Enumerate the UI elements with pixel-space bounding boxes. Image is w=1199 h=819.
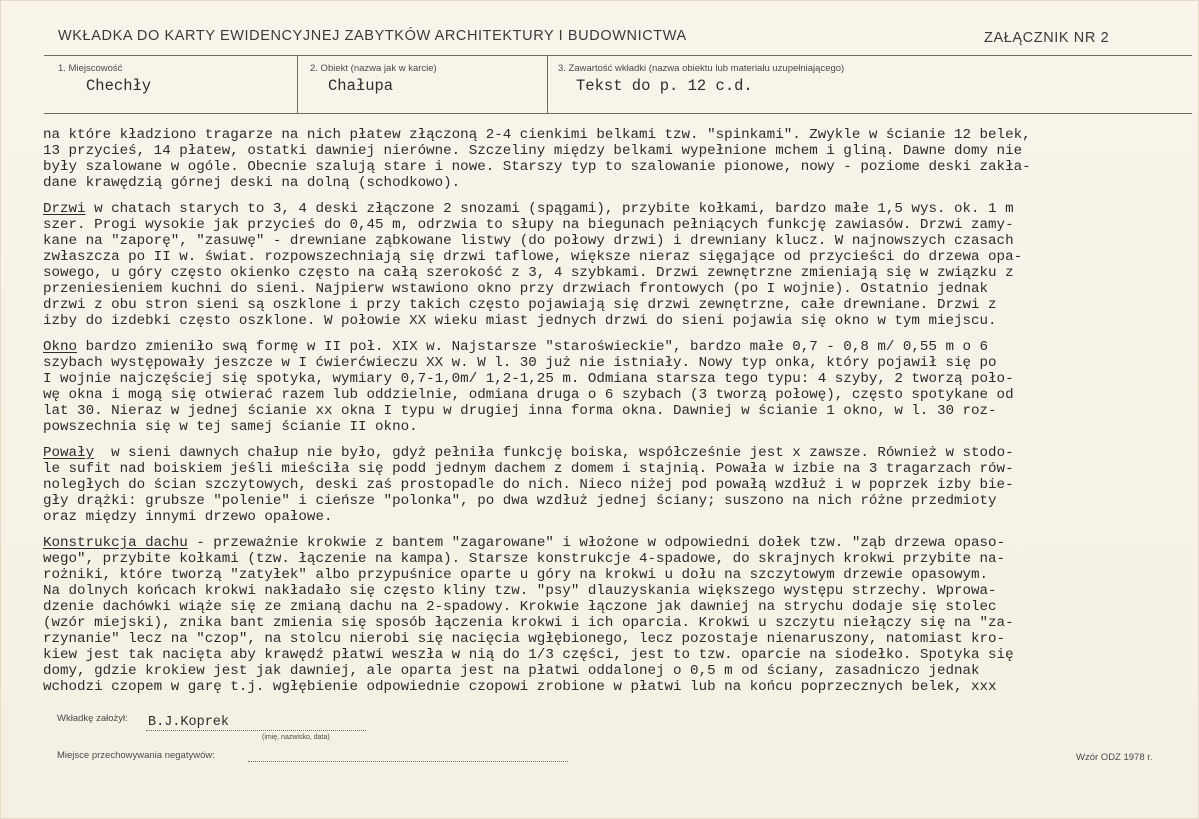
author-value: B.J.Koprek <box>148 715 230 730</box>
section-heading: Drzwi <box>43 201 86 217</box>
text-line <box>43 535 1193 551</box>
line-text: bardzo zmieniło swą formę w II poł. XIX w. Najstarsze "staroświeckie", bardzo małe 0,7 - 0,8 m/ 0,55 m o 6 <box>77 339 989 355</box>
object-label: 2. Obiekt (nazwa jak w karcie) <box>310 63 437 74</box>
storage-line <box>248 761 568 762</box>
line-text: wchodzi czopem w garę t.j. wgłębienie odpowiednie czopowi zrobione w płatwi lub na końcu poprzecznych belek, xxx <box>43 679 997 695</box>
content-value: Tekst do p. 12 c.d. <box>576 77 753 95</box>
text-line <box>43 201 1193 217</box>
line-text: rożniki, które tworzą "zatyłek" albo przypuśnice oparte u góry na krokwi u dołu na szczytowym drzewie opasowym. <box>43 567 989 583</box>
paragraph <box>43 445 1193 525</box>
text-line <box>43 419 1193 435</box>
text-line <box>43 583 1193 599</box>
field-divider-2 <box>547 55 548 113</box>
line-text: wę okna i mogą się otwierać razem lub oddzielnie, odmiana druga o 6 szybach (3 tworzą połowę), często spotykane od <box>43 387 1014 403</box>
line-text: le sufit nad boiskiem jeśli mieściła się podd jednym dachem z domem i stajnią. Powała w izbie na 3 tragarzach rów- <box>43 461 1014 477</box>
text-line <box>43 371 1193 387</box>
line-text: gły drążki: grubsze "polenie" i cieńsze "polonka", po dwa wzdłuż jednej ściany; suszono na nich różne przedmioty <box>43 493 997 509</box>
author-label: Wkładkę założył: <box>57 713 128 724</box>
place-label: 1. Miejscowość <box>58 63 123 74</box>
line-text: szybach występowały jeszcze w I ćwierćwieczu XX w. W l. 30 już nie istniały. Nowy typ onka, który pojawił się po <box>43 355 997 371</box>
storage-label: Miejsce przechowywania negatywów: <box>57 750 215 761</box>
text-line <box>43 175 1193 191</box>
text-line <box>43 143 1193 159</box>
text-line <box>43 461 1193 477</box>
line-text: szer. Progi wysokie jak przycieś do 0,45 m, odrzwia to słupy na biegunach pełniących funkcję zawiasów. Drzwi zamy- <box>43 217 1014 233</box>
line-text: w chatach starych to 3, 4 deski złączone 2 snozami (spągami), przybite kołkami, bardzo małe 1,5 wys. ok. 1 m <box>85 201 1014 217</box>
object-value: Chałupa <box>328 77 394 95</box>
line-text: 13 przycieś, 14 płatew, ostatki dawniej nierówne. Szczeliny między belkami wypełnione mchem i gliną. Dawne domy nie <box>43 143 1023 159</box>
author-signature-line <box>146 730 366 731</box>
card-title: WKŁADKA DO KARTY EWIDENCYJNEJ ZABYTKÓW ARCHITEKTURY I BUDOWNICTWA <box>58 28 687 44</box>
line-text: rzynanie" lecz na "czop", na stolcu nierobi się nacięcia wgłębionego, lecz pozostaje nienaruszony, natomiast kro- <box>43 631 1006 647</box>
text-line <box>43 599 1193 615</box>
text-line <box>43 159 1193 175</box>
annex-number: ZAŁĄCZNIK NR 2 <box>984 30 1110 46</box>
line-text: noległych do ścian szczytowych, deski zaś prostopadle do nich. Nieco niżej pod powałą wzdłuż i w poprzek izby bie- <box>43 477 1014 493</box>
line-text: I wojnie najczęściej się spotyka, wymiary 0,7-1,0m/ 1,2-1,25 m. Odmiana starsza tego typu: 4 szyby, 2 tworzą poło- <box>43 371 1014 387</box>
line-text: wego", przybite kołkami (tzw. łączenie na kampa). Starsze konstrukcje 4-spadowe, do skrajnych krokwi przybite na- <box>43 551 1006 567</box>
line-text: kane na "zaporę", "zasuwę" - drewniane ząbkowane listwy (do połowy drzwi) i drewniany klucz. W najnowszych czasach <box>43 233 1014 249</box>
line-text: zwłaszcza po II w. świat. rozpowszechniają się drzwi taflowe, większe nieraz sięgające od przycieści do drzewa opa- <box>43 249 1023 265</box>
text-line <box>43 663 1193 679</box>
text-line <box>43 297 1193 313</box>
header-rule-top <box>44 55 1192 56</box>
text-line <box>43 445 1193 461</box>
section-heading: Konstrukcja dachu <box>43 535 188 551</box>
form-code: Wzór ODZ 1978 r. <box>1076 752 1153 763</box>
line-text: kiew jest tak nacięta aby krawędź płatwi weszła w nią do 1/3 części, jest to tzw. oparcie na siodełko. Spotyka się <box>43 647 1014 663</box>
paragraph <box>43 127 1193 191</box>
line-text: w sieni dawnych chałup nie było, gdyż pełniła funkcję boiska, współcześnie jest x zawsze. Również w stodo- <box>94 445 1014 461</box>
text-line <box>43 127 1193 143</box>
line-text: Na dolnych końcach krokwi nakładało się często kliny tzw. "psy" dlauzyskania większego występu strzechy. Wprowa- <box>43 583 997 599</box>
line-text: dzenie dachówki wiąże się ze zmianą dachu na 2-spadowy. Krokwie łączone jak dawniej na strychu dodaje się stolec <box>43 599 997 615</box>
text-line <box>43 403 1193 419</box>
author-hint: (imię, nazwisko, data) <box>262 734 330 741</box>
line-text: lat 30. Nieraz w jednej ścianie xx okna I typu w drugiej inna forma okna. Dawniej w ścianie 1 okno, w l. 30 roz- <box>43 403 997 419</box>
text-line <box>43 647 1193 663</box>
text-line <box>43 355 1193 371</box>
line-text: przeniesieniem kuchni do sieni. Najpierw wstawiono okno przy drzwiach frontowych (po I wojnie). Ostatnio jednak <box>43 281 989 297</box>
line-text: (wzór miejski), znika bant zmienia się sposób łączenia krokwi i ich oparcia. Krokwi u szczytu niełączy się na "za- <box>43 615 1014 631</box>
line-text: na które kładziono tragarze na nich płatew złączoną 2-4 cienkimi belkami tzw. "spinkami". Zwykle w ścianie 12 belek, <box>43 127 1031 143</box>
text-line <box>43 551 1193 567</box>
text-line <box>43 493 1193 509</box>
text-line <box>43 509 1193 525</box>
paragraph <box>43 339 1193 435</box>
paragraph <box>43 201 1193 329</box>
line-text: - przeważnie krokwie z bantem "zagarowane" i włożone w odpowiedni dołek tzw. "ząb drzewa opaso- <box>187 535 1006 551</box>
text-line <box>43 615 1193 631</box>
text-line <box>43 249 1193 265</box>
section-heading: Powały <box>43 445 95 461</box>
text-line <box>43 631 1193 647</box>
line-text: izby do izdebki często oszklone. W połowie XX wieku miast jednych drzwi do sieni pojawia się okno w tym miejscu. <box>43 313 997 329</box>
line-text: oraz między innymi drzewo opałowe. <box>43 509 333 525</box>
line-text: domy, gdzie krokiew jest jak dawniej, ale oparta jest na płatwi oddalonej o 0,5 m od ściany, zasadniczo jednak <box>43 663 980 679</box>
text-line <box>43 567 1193 583</box>
text-line <box>43 387 1193 403</box>
text-line <box>43 281 1193 297</box>
header-rule-bottom <box>44 113 1192 114</box>
text-line <box>43 217 1193 233</box>
text-line <box>43 265 1193 281</box>
line-text: dane krawędzią górnej deski na dolną (schodkowo). <box>43 175 461 191</box>
section-heading: Okno <box>43 339 78 355</box>
text-line <box>43 477 1193 493</box>
content-label: 3. Zawartość wkładki (nazwa obiektu lub materiału uzupełniającego) <box>558 63 845 74</box>
field-divider-1 <box>297 55 298 113</box>
line-text: powszechnia się w tej samej ścianie II okno. <box>43 419 418 435</box>
line-text: drzwi z obu stron sieni są oszklone i przy takich często pojawiają się drzwi zewnętrzne, całe drewniane. Drzwi z <box>43 297 997 313</box>
line-text: sowego, u góry często okienko często na całą szerokość z 3, 4 szybkami. Drzwi zewnętrzne zmieniają się w związku z <box>43 265 1014 281</box>
line-text: były szalowane w ogóle. Obecnie szalują stare i nowe. Starszy typ to szalowanie pionowe, nowy - poziome deski zakła- <box>43 159 1031 175</box>
place-value: Chechły <box>86 77 152 95</box>
typed-text-body <box>43 127 1193 705</box>
text-line <box>43 233 1193 249</box>
text-line <box>43 313 1193 329</box>
text-line <box>43 339 1193 355</box>
text-line <box>43 679 1193 695</box>
paragraph <box>43 535 1193 695</box>
